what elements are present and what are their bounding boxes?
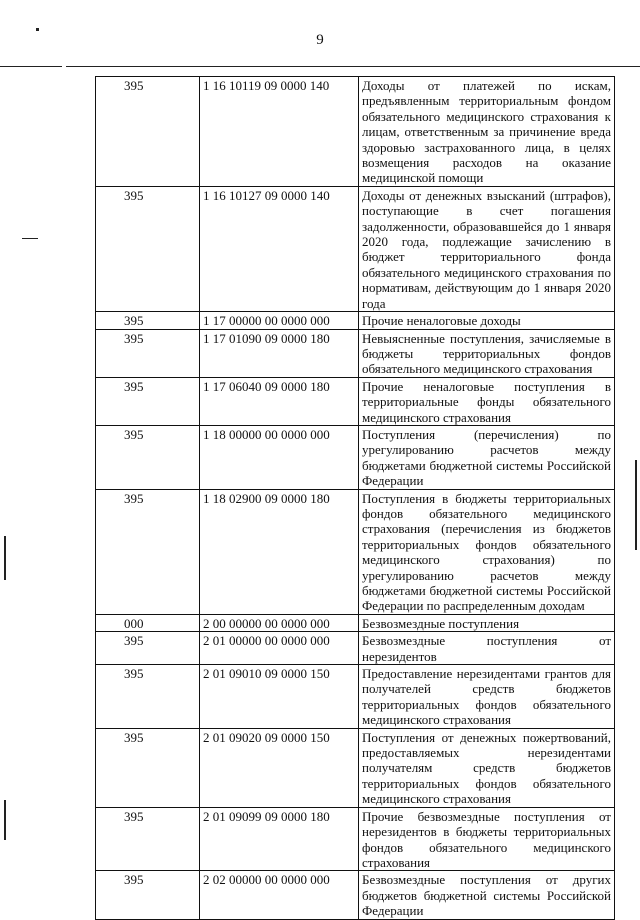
table-row xyxy=(96,312,615,329)
budget-code-cell: 2 00 00000 00 0000 000 xyxy=(200,614,359,631)
income-name-cell: Безвозмездные поступления от других бюджетов бюджетной системы Российской Федерации xyxy=(359,871,615,919)
table-row xyxy=(96,377,615,425)
scan-mark-left-bar-lower xyxy=(4,800,6,840)
budget-code-cell: 1 17 01090 09 0000 180 xyxy=(200,329,359,377)
admin-code-cell: 395 xyxy=(96,489,200,614)
income-name-cell: Прочие неналоговые доходы xyxy=(359,312,615,329)
admin-code-cell: 395 xyxy=(96,728,200,807)
income-name-cell: Доходы от денежных взысканий (штрафов), поступающие в счет погашения задолженности, образовавшейся до 1 января 2020 года, подлежащие зачислению в бюджет территориального фонда обязательного медицинского страхования по нормативам, действующим до 1 января 2020 года xyxy=(359,186,615,311)
table-row xyxy=(96,489,615,614)
admin-code-cell: 395 xyxy=(96,871,200,919)
budget-code-cell: 2 02 00000 00 0000 000 xyxy=(200,871,359,919)
budget-code-cell: 1 16 10127 09 0000 140 xyxy=(200,186,359,311)
admin-code-cell: 395 xyxy=(96,807,200,871)
table-row xyxy=(96,871,615,919)
budget-code-cell: 2 01 00000 00 0000 000 xyxy=(200,632,359,665)
admin-code-cell: 395 xyxy=(96,665,200,729)
budget-code-cell: 1 18 00000 00 0000 000 xyxy=(200,425,359,489)
admin-code-cell: 395 xyxy=(96,329,200,377)
income-name-cell: Доходы от платежей по искам, предъявленным территориальным фондом обязательного медицинского страхования к лицам, ответственным за причинение вреда здоровью застрахованного лица, в целях возмещения расходов на оказание медицинской помощи xyxy=(359,77,615,187)
budget-code-cell: 1 17 06040 09 0000 180 xyxy=(200,377,359,425)
income-name-cell: Прочие безвозмездные поступления от нерезидентов в бюджеты территориальных фондов обязательного медицинского страхования xyxy=(359,807,615,871)
income-name-cell: Безвозмездные поступления от нерезидентов xyxy=(359,632,615,665)
admin-code-cell: 000 xyxy=(96,614,200,631)
scan-mark-left-dash xyxy=(22,238,38,239)
income-codes-table xyxy=(95,76,615,920)
table-row xyxy=(96,186,615,311)
budget-code-cell: 1 17 00000 00 0000 000 xyxy=(200,312,359,329)
scan-mark-right-bar xyxy=(635,460,637,550)
scan-mark-top-line-right xyxy=(66,66,640,67)
admin-code-cell: 395 xyxy=(96,377,200,425)
budget-code-cell: 1 16 10119 09 0000 140 xyxy=(200,77,359,187)
table-row xyxy=(96,77,615,187)
income-name-cell: Прочие неналоговые поступления в территориальные фонды обязательного медицинского страхования xyxy=(359,377,615,425)
scan-mark-left-bar xyxy=(4,536,6,580)
table-row xyxy=(96,614,615,631)
income-name-cell: Поступления в бюджеты территориальных фондов обязательного медицинского страхования (перечисления из бюджетов территориальных фондов обязательного медицинского страхования) по урегулированию расчетов между бюджетами бюджетной системы Российской Федерации по распределенным доходам xyxy=(359,489,615,614)
scan-mark-top-dot xyxy=(36,28,39,31)
table-row xyxy=(96,632,615,665)
budget-code-cell: 2 01 09010 09 0000 150 xyxy=(200,665,359,729)
admin-code-cell: 395 xyxy=(96,312,200,329)
income-name-cell: Предоставление нерезидентами грантов для получателей средств бюджетов территориальных фондов обязательного медицинского страхования xyxy=(359,665,615,729)
income-name-cell: Безвозмездные поступления xyxy=(359,614,615,631)
table-row xyxy=(96,425,615,489)
table-row xyxy=(96,665,615,729)
page-number: 9 xyxy=(316,32,324,48)
income-name-cell: Поступления (перечисления) по урегулированию расчетов между бюджетами бюджетной системы Российской Федерации xyxy=(359,425,615,489)
table-row xyxy=(96,728,615,807)
budget-code-cell: 1 18 02900 09 0000 180 xyxy=(200,489,359,614)
table-row xyxy=(96,807,615,871)
table-row xyxy=(96,329,615,377)
admin-code-cell: 395 xyxy=(96,632,200,665)
income-name-cell: Поступления от денежных пожертвований, предоставляемых нерезидентами получателям средств бюджетов территориальных фондов обязательного медицинского страхования xyxy=(359,728,615,807)
admin-code-cell: 395 xyxy=(96,425,200,489)
budget-code-cell: 2 01 09099 09 0000 180 xyxy=(200,807,359,871)
income-name-cell: Невыясненные поступления, зачисляемые в бюджеты территориальных фондов обязательного медицинского страхования xyxy=(359,329,615,377)
admin-code-cell: 395 xyxy=(96,77,200,187)
admin-code-cell: 395 xyxy=(96,186,200,311)
budget-code-cell: 2 01 09020 09 0000 150 xyxy=(200,728,359,807)
scan-mark-top-line-left xyxy=(0,66,62,67)
